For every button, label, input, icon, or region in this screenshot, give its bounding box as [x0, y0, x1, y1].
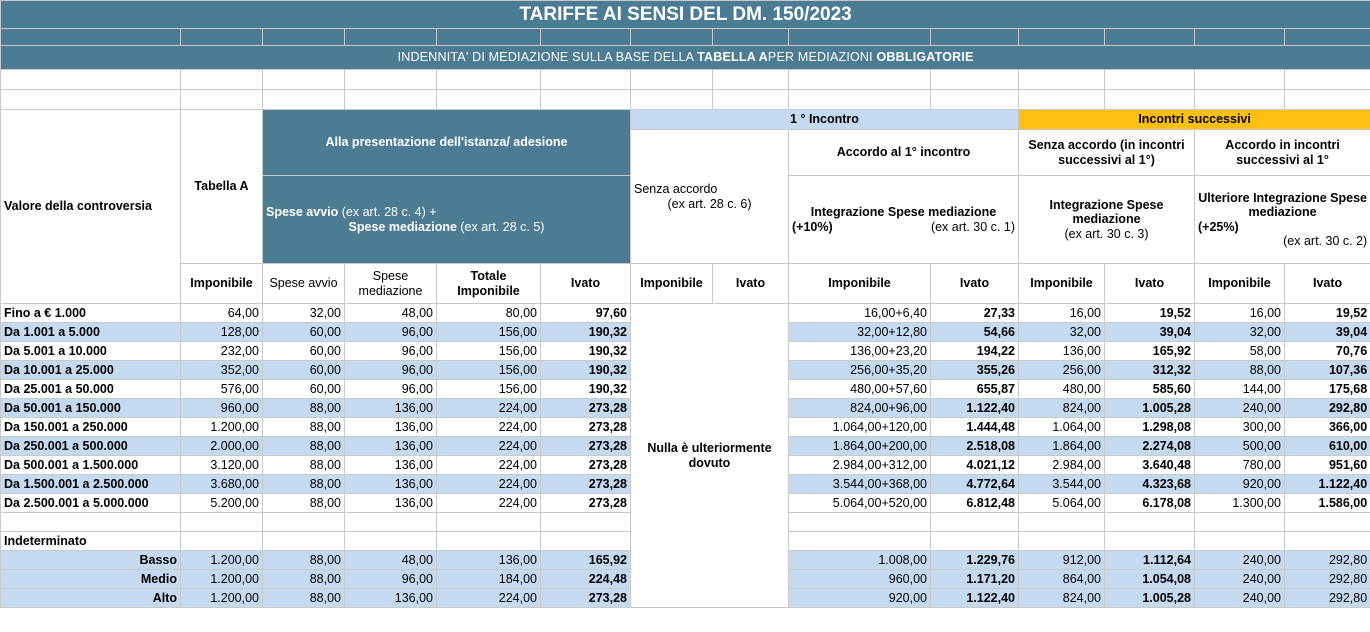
col-ivato-4: Ivato: [1105, 264, 1195, 304]
cell-ss_iva: 312,32: [1105, 361, 1195, 380]
cell-acc_iva: 1.171,20: [931, 570, 1019, 589]
cell-avvio: 88,00: [263, 456, 345, 475]
cell-tot: 224,00: [437, 475, 541, 494]
cell-as_iva: 292,80: [1285, 589, 1370, 608]
header-spese: Spese avvio (ex art. 28 c. 4) + Spese mediazione (ex art. 28 c. 5): [263, 176, 631, 264]
cell-tot: 156,00: [437, 342, 541, 361]
cell-as_imp: 16,00: [1195, 304, 1285, 323]
cell-as_iva: 175,68: [1285, 380, 1370, 399]
cell-acc_iva: 2.518,08: [931, 437, 1019, 456]
header-senza-accordo-succ: Senza accordo (in incontri successivi al 1°): [1019, 130, 1195, 176]
cell-med: 136,00: [345, 494, 437, 513]
cell-acc_imp: 920,00: [789, 589, 931, 608]
cell-ss_imp: 912,00: [1019, 551, 1105, 570]
cell-ss_imp: 5.064,00: [1019, 494, 1105, 513]
cell-as_iva: 951,60: [1285, 456, 1370, 475]
cell-acc_imp: 5.064,00+520,00: [789, 494, 931, 513]
cell-acc_imp: 480,00+57,60: [789, 380, 931, 399]
cell-tab: 5.200,00: [181, 494, 263, 513]
row-label: Da 5.001 a 10.000: [1, 342, 181, 361]
cell-ss_imp: 32,00: [1019, 323, 1105, 342]
cell-avvio: 88,00: [263, 589, 345, 608]
row-label: Medio: [1, 570, 181, 589]
cell-ss_imp: 136,00: [1019, 342, 1105, 361]
cell-avvio: 88,00: [263, 475, 345, 494]
cell-avvio: 60,00: [263, 342, 345, 361]
subtitle: INDENNITA' DI MEDIAZIONE SULLA BASE DELLA TABELLA APER MEDIAZIONI OBBLIGATORIE: [1, 46, 1370, 70]
cell-ss_imp: 3.544,00: [1019, 475, 1105, 494]
row-label: Da 25.001 a 50.000: [1, 380, 181, 399]
cell-iva: 273,28: [541, 418, 631, 437]
cell-acc_imp: 136,00+23,20: [789, 342, 931, 361]
cell-ss_imp: 1.064,00: [1019, 418, 1105, 437]
cell-tot: 224,00: [437, 437, 541, 456]
cell-avvio: 88,00: [263, 570, 345, 589]
cell-iva: 273,28: [541, 399, 631, 418]
cell-as_iva: 366,00: [1285, 418, 1370, 437]
row-label: Da 1.500.001 a 2.500.000: [1, 475, 181, 494]
row-label: Basso: [1, 551, 181, 570]
cell-iva: 97,60: [541, 304, 631, 323]
cell-as_iva: 292,80: [1285, 399, 1370, 418]
cell-acc_imp: 16,00+6,40: [789, 304, 931, 323]
cell-iva: 273,28: [541, 589, 631, 608]
cell-ss_iva: 1.112,64: [1105, 551, 1195, 570]
cell-as_iva: 292,80: [1285, 570, 1370, 589]
cell-avvio: 60,00: [263, 380, 345, 399]
cell-as_iva: 70,76: [1285, 342, 1370, 361]
row-label: Da 150.001 a 250.000: [1, 418, 181, 437]
cell-avvio: 32,00: [263, 304, 345, 323]
cell-acc_iva: 1.229,76: [931, 551, 1019, 570]
cell-ss_iva: 4.323,68: [1105, 475, 1195, 494]
cell-acc_imp: 1.008,00: [789, 551, 931, 570]
header-integrazione-10: Integrazione Spese mediazione (+10%) (ex art. 30 c. 1): [789, 176, 1019, 264]
cell-ss_iva: 39,04: [1105, 323, 1195, 342]
cell-as_iva: 1.586,00: [1285, 494, 1370, 513]
header-primo-incontro: 1 ° Incontro: [631, 110, 1019, 130]
cell-iva: 190,32: [541, 342, 631, 361]
cell-tot: 224,00: [437, 494, 541, 513]
cell-med: 48,00: [345, 551, 437, 570]
cell-as_imp: 920,00: [1195, 475, 1285, 494]
cell-tot: 224,00: [437, 456, 541, 475]
header-senza-accordo: Senza accordo (ex art. 28 c. 6): [631, 130, 789, 264]
indeterminato-label: Indeterminato: [1, 532, 181, 551]
cell-ss_iva: 3.640,48: [1105, 456, 1195, 475]
row-label: Alto: [1, 589, 181, 608]
cell-avvio: 88,00: [263, 399, 345, 418]
cell-med: 136,00: [345, 399, 437, 418]
cell-tot: 224,00: [437, 399, 541, 418]
row-label: Da 250.001 a 500.000: [1, 437, 181, 456]
cell-tab: 128,00: [181, 323, 263, 342]
cell-avvio: 88,00: [263, 418, 345, 437]
cell-as_imp: 240,00: [1195, 589, 1285, 608]
cell-ss_imp: 480,00: [1019, 380, 1105, 399]
cell-ss_iva: 1.005,28: [1105, 399, 1195, 418]
col-imponibile-3: Imponibile: [789, 264, 931, 304]
cell-med: 48,00: [345, 304, 437, 323]
cell-ss_imp: 824,00: [1019, 589, 1105, 608]
col-totale: Totale Imponibile: [437, 264, 541, 304]
header-tabella-a: Tabella A: [181, 110, 263, 264]
row-label: Fino a € 1.000: [1, 304, 181, 323]
cell-ss_iva: 6.178,08: [1105, 494, 1195, 513]
cell-ss_iva: 1.005,28: [1105, 589, 1195, 608]
page-title: TARIFFE AI SENSI DEL DM. 150/2023: [1, 1, 1370, 29]
cell-as_iva: 39,04: [1285, 323, 1370, 342]
cell-ss_imp: 2.984,00: [1019, 456, 1105, 475]
row-label: Da 10.001 a 25.000: [1, 361, 181, 380]
cell-ss_iva: 1.298,08: [1105, 418, 1195, 437]
cell-acc_iva: 1.122,40: [931, 399, 1019, 418]
cell-tab: 960,00: [181, 399, 263, 418]
col-ivato: Ivato: [541, 264, 631, 304]
header-ulteriore: Ulteriore Integrazione Spese mediazione (+25%) (ex art. 30 c. 2): [1195, 176, 1370, 264]
cell-acc_iva: 6.812,48: [931, 494, 1019, 513]
cell-med: 96,00: [345, 361, 437, 380]
cell-tab: 232,00: [181, 342, 263, 361]
cell-ss_imp: 16,00: [1019, 304, 1105, 323]
cell-avvio: 88,00: [263, 551, 345, 570]
cell-as_iva: 292,80: [1285, 551, 1370, 570]
cell-ss_imp: 864,00: [1019, 570, 1105, 589]
cell-acc_imp: 3.544,00+368,00: [789, 475, 931, 494]
col-ivato-2: Ivato: [713, 264, 789, 304]
col-imponibile-5: Imponibile: [1195, 264, 1285, 304]
cell-as_imp: 300,00: [1195, 418, 1285, 437]
row-label: Da 1.001 a 5.000: [1, 323, 181, 342]
header-presentazione: Alla presentazione dell'istanza/ adesione: [263, 110, 631, 176]
cell-avvio: 88,00: [263, 437, 345, 456]
cell-tot: 224,00: [437, 418, 541, 437]
cell-iva: 190,32: [541, 361, 631, 380]
cell-ss_iva: 2.274,08: [1105, 437, 1195, 456]
cell-as_imp: 780,00: [1195, 456, 1285, 475]
col-spese-avvio: Spese avvio: [263, 264, 345, 304]
cell-tab: 64,00: [181, 304, 263, 323]
cell-tab: 1.200,00: [181, 418, 263, 437]
table-row: [1, 304, 1370, 323]
cell-tot: 156,00: [437, 361, 541, 380]
cell-tab: 576,00: [181, 380, 263, 399]
cell-ss_imp: 256,00: [1019, 361, 1105, 380]
cell-iva: 224,48: [541, 570, 631, 589]
cell-med: 96,00: [345, 342, 437, 361]
cell-med: 96,00: [345, 380, 437, 399]
cell-tot: 224,00: [437, 589, 541, 608]
cell-iva: 273,28: [541, 494, 631, 513]
cell-iva: 190,32: [541, 380, 631, 399]
cell-acc_iva: 4.772,64: [931, 475, 1019, 494]
cell-as_imp: 144,00: [1195, 380, 1285, 399]
cell-tot: 156,00: [437, 323, 541, 342]
cell-tab: 1.200,00: [181, 589, 263, 608]
cell-acc_iva: 1.444,48: [931, 418, 1019, 437]
col-ivato-3: Ivato: [931, 264, 1019, 304]
cell-acc_imp: 1.864,00+200,00: [789, 437, 931, 456]
cell-as_iva: 19,52: [1285, 304, 1370, 323]
cell-acc_imp: 256,00+35,20: [789, 361, 931, 380]
cell-acc_iva: 194,22: [931, 342, 1019, 361]
cell-acc_iva: 27,33: [931, 304, 1019, 323]
cell-as_iva: 1.122,40: [1285, 475, 1370, 494]
cell-as_imp: 58,00: [1195, 342, 1285, 361]
header-integrazione-succ: Integrazione Spese mediazione (ex art. 30 c. 3): [1019, 176, 1195, 264]
cell-tot: 156,00: [437, 380, 541, 399]
cell-as_imp: 1.300,00: [1195, 494, 1285, 513]
nulla-dovuto: Nulla è ulteriormente dovuto: [631, 304, 789, 608]
header-accordo-succ: Accordo in incontri successivi al 1°: [1195, 130, 1370, 176]
cell-acc_iva: 655,87: [931, 380, 1019, 399]
cell-acc_iva: 4.021,12: [931, 456, 1019, 475]
cell-avvio: 88,00: [263, 494, 345, 513]
cell-as_iva: 107,36: [1285, 361, 1370, 380]
cell-ss_iva: 165,92: [1105, 342, 1195, 361]
cell-tab: 352,00: [181, 361, 263, 380]
cell-acc_iva: 1.122,40: [931, 589, 1019, 608]
cell-tot: 184,00: [437, 570, 541, 589]
row-label: Da 500.001 a 1.500.000: [1, 456, 181, 475]
cell-as_iva: 610,00: [1285, 437, 1370, 456]
cell-tot: 80,00: [437, 304, 541, 323]
cell-avvio: 60,00: [263, 361, 345, 380]
row-label: Da 2.500.001 a 5.000.000: [1, 494, 181, 513]
cell-tab: 1.200,00: [181, 570, 263, 589]
cell-as_imp: 500,00: [1195, 437, 1285, 456]
cell-tab: 3.680,00: [181, 475, 263, 494]
col-ivato-5: Ivato: [1285, 264, 1370, 304]
cell-tot: 136,00: [437, 551, 541, 570]
cell-med: 96,00: [345, 323, 437, 342]
cell-iva: 273,28: [541, 475, 631, 494]
cell-as_imp: 240,00: [1195, 551, 1285, 570]
cell-ss_iva: 585,60: [1105, 380, 1195, 399]
cell-med: 96,00: [345, 570, 437, 589]
cell-iva: 273,28: [541, 437, 631, 456]
cell-acc_imp: 32,00+12,80: [789, 323, 931, 342]
cell-iva: 165,92: [541, 551, 631, 570]
header-incontri-successivi: Incontri successivi: [1019, 110, 1370, 130]
cell-tab: 3.120,00: [181, 456, 263, 475]
cell-med: 136,00: [345, 475, 437, 494]
cell-as_imp: 88,00: [1195, 361, 1285, 380]
cell-ss_iva: 1.054,08: [1105, 570, 1195, 589]
col-imponibile-2: Imponibile: [631, 264, 713, 304]
cell-acc_iva: 355,26: [931, 361, 1019, 380]
cell-med: 136,00: [345, 418, 437, 437]
cell-tab: 1.200,00: [181, 551, 263, 570]
cell-acc_imp: 824,00+96,00: [789, 399, 931, 418]
cell-iva: 273,28: [541, 456, 631, 475]
cell-ss_imp: 824,00: [1019, 399, 1105, 418]
cell-iva: 190,32: [541, 323, 631, 342]
col-imponibile: Imponibile: [181, 264, 263, 304]
cell-acc_imp: 2.984,00+312,00: [789, 456, 931, 475]
row-label: Da 50.001 a 150.000: [1, 399, 181, 418]
cell-med: 136,00: [345, 456, 437, 475]
cell-tab: 2.000,00: [181, 437, 263, 456]
header-accordo-primo: Accordo al 1° incontro: [789, 130, 1019, 176]
cell-as_imp: 240,00: [1195, 399, 1285, 418]
cell-med: 136,00: [345, 589, 437, 608]
cell-acc_imp: 1.064,00+120,00: [789, 418, 931, 437]
cell-med: 136,00: [345, 437, 437, 456]
header-valore: Valore della controversia: [1, 110, 181, 304]
cell-acc_imp: 960,00: [789, 570, 931, 589]
cell-avvio: 60,00: [263, 323, 345, 342]
col-imponibile-4: Imponibile: [1019, 264, 1105, 304]
cell-acc_iva: 54,66: [931, 323, 1019, 342]
col-spese-med: Spese mediazione: [345, 264, 437, 304]
cell-ss_iva: 19,52: [1105, 304, 1195, 323]
cell-ss_imp: 1.864,00: [1019, 437, 1105, 456]
cell-as_imp: 32,00: [1195, 323, 1285, 342]
cell-as_imp: 240,00: [1195, 570, 1285, 589]
